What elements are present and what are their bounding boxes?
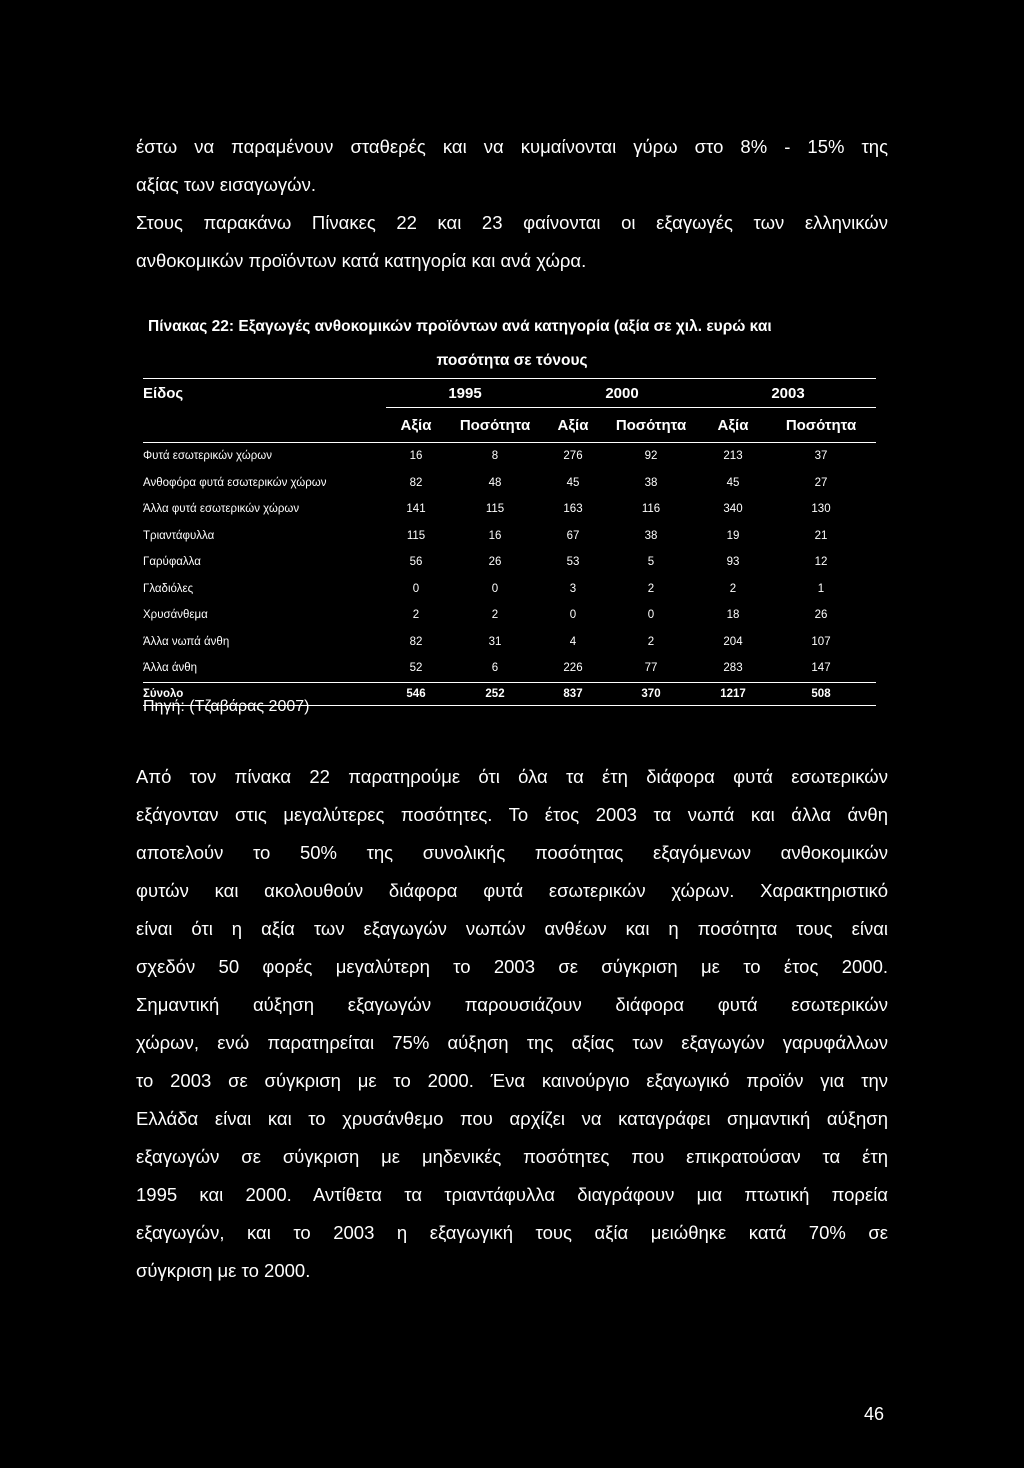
- table-cell: 26: [814, 609, 828, 622]
- header-item: Είδος: [143, 379, 386, 408]
- header-year: 1995: [386, 379, 544, 408]
- table-cell: 340: [723, 503, 743, 516]
- table-cell: 2: [647, 635, 655, 648]
- table-cell: 56: [409, 556, 423, 569]
- body-line: αποτελούν το 50% της συνολικής ποσότητας εξαγόμενων ανθοκομικών: [136, 842, 888, 863]
- table-cell: 19: [726, 529, 740, 542]
- header-quantity: Ποσότητα: [602, 408, 700, 443]
- table-row: [143, 602, 876, 629]
- table-cell: 0: [491, 582, 499, 595]
- table-cell: 93: [726, 556, 740, 569]
- table-cell: 45: [726, 476, 740, 489]
- intro-line: έστω να παραμένουν σταθερές και να κυμαίνονται γύρω στο 8% - 15% της: [136, 136, 888, 157]
- table-cell: 0: [412, 582, 420, 595]
- table-cell: 204: [723, 635, 743, 648]
- body-line: εξαγωγών σε σύγκριση με μηδενικές ποσότητες που επικρατούσαν τα έτη: [136, 1146, 888, 1167]
- table-cell: 115: [485, 503, 505, 516]
- table-cell: 116: [641, 503, 661, 516]
- total-cell: 1217: [700, 682, 766, 705]
- table-cell: 38: [644, 529, 658, 542]
- table-cell: 2: [491, 609, 499, 622]
- table-cell: 37: [766, 443, 876, 470]
- table-cell: 16: [488, 529, 502, 542]
- total-cell: 370: [602, 682, 700, 705]
- table-cell: 0: [569, 609, 577, 622]
- table-cell: 147: [811, 662, 831, 675]
- table-cell: 226: [563, 662, 583, 675]
- table-cell: 77: [644, 662, 658, 675]
- table-caption-line: Πίνακας 22: Εξαγωγές ανθοκομικών προϊόντων ανά κατηγορία (αξία σε χιλ. ευρώ και: [148, 318, 772, 335]
- table-cell: 82: [409, 476, 423, 489]
- table-caption: [136, 310, 888, 378]
- header-year: 2000: [544, 379, 700, 408]
- table-cell: 130: [811, 503, 831, 516]
- table-cell: 67: [566, 529, 580, 542]
- intro-line: αξίας των εισαγωγών.: [136, 174, 316, 195]
- table-cell: 52: [409, 662, 423, 675]
- table-cell: 92: [602, 443, 700, 470]
- intro-paragraph: [136, 128, 888, 280]
- row-label: Γαρύφαλλα: [143, 556, 201, 569]
- row-label: Φυτά εσωτερικών χώρων: [143, 443, 386, 470]
- table-year-header-row: [143, 379, 876, 408]
- table-subheader-row: [143, 408, 876, 443]
- table-cell: 38: [644, 476, 658, 489]
- body-line: Σημαντική αύξηση εξαγωγών παρουσιάζουν διάφορα φυτά εσωτερικών: [136, 994, 888, 1015]
- row-label: Άλλα νωπά άνθη: [143, 635, 230, 648]
- table-row: [143, 549, 876, 576]
- table-cell: 12: [814, 556, 828, 569]
- header-value: Αξία: [386, 408, 446, 443]
- header-value: Αξία: [544, 408, 602, 443]
- table-cell: 26: [488, 556, 502, 569]
- total-cell: 837: [544, 682, 602, 705]
- table-row: [143, 470, 876, 497]
- row-label: Χρυσάνθεμα: [143, 609, 208, 622]
- table-cell: 31: [488, 635, 502, 648]
- table-cell: 53: [566, 556, 580, 569]
- table-cell: 4: [569, 635, 577, 648]
- row-label: Άλλα άνθη: [143, 662, 198, 675]
- table-cell: 82: [409, 635, 423, 648]
- row-label: Ανθοφόρα φυτά εσωτερικών χώρων: [143, 476, 327, 489]
- total-label: Σύνολο: [143, 682, 386, 705]
- table-source: Πηγή: (Τζαβάρας 2007): [143, 698, 310, 715]
- body-line: χώρων, ενώ παρατηρείται 75% αύξηση της αξίας των εξαγωγών γαρυφάλλων: [136, 1032, 888, 1053]
- total-cell: 508: [766, 682, 876, 705]
- header-year: 2003: [700, 379, 876, 408]
- header-spacer: [143, 408, 386, 443]
- intro-line: Στους παρακάνω Πίνακες 22 και 23 φαίνονται οι εξαγωγές των ελληνικών: [136, 212, 888, 233]
- total-cell: 252: [446, 682, 544, 705]
- table-cell: 115: [406, 529, 426, 542]
- table-cell: 3: [569, 582, 577, 595]
- table-cell: 2: [729, 582, 737, 595]
- table-row: [143, 523, 876, 550]
- table-cell: 2: [647, 582, 655, 595]
- table-body: [143, 443, 876, 706]
- table-cell: 16: [386, 443, 446, 470]
- body-line: Από τον πίνακα 22 παρατηρούμε ότι όλα τα έτη διάφορα φυτά εσωτερικών: [136, 766, 888, 787]
- row-label: Τριαντάφυλλα: [143, 529, 215, 542]
- table-row: [143, 443, 876, 470]
- table-cell: 5: [647, 556, 655, 569]
- body-line: σύγκριση με το 2000.: [136, 1260, 311, 1281]
- table-row: [143, 496, 876, 523]
- intro-line: ανθοκομικών προϊόντων κατά κατηγορία και ανά χώρα.: [136, 250, 587, 271]
- body-paragraph: [136, 758, 888, 1290]
- table-row: [143, 629, 876, 656]
- table-cell: 107: [811, 635, 831, 648]
- total-cell: 546: [386, 682, 446, 705]
- page-number: 46: [864, 1404, 885, 1424]
- body-line: 1995 και 2000. Αντίθετα τα τριαντάφυλλα διαγράφουν μια πτωτική πορεία: [136, 1184, 888, 1205]
- table-cell: 6: [491, 662, 499, 675]
- header-quantity: Ποσότητα: [766, 408, 876, 443]
- table-cell: 283: [723, 662, 743, 675]
- table-cell: 48: [488, 476, 502, 489]
- body-line: Ελλάδα είναι και το χρυσάνθεμο που αρχίζει να καταγράφει σημαντική αύξηση: [136, 1108, 888, 1129]
- row-label: Γλαδιόλες: [143, 582, 194, 595]
- exports-table: [143, 378, 876, 706]
- table-cell: 0: [647, 609, 655, 622]
- table-row: [143, 655, 876, 682]
- table-cell: 1: [817, 582, 825, 595]
- table-cell: 8: [446, 443, 544, 470]
- table-cell: 163: [563, 503, 583, 516]
- table-cell: 18: [726, 609, 740, 622]
- row-label: Άλλα φυτά εσωτερικών χώρων: [143, 503, 300, 516]
- table-caption-line: ποσότητα σε τόνους: [436, 352, 588, 369]
- body-line: φυτών και ακολουθούν διάφορα φυτά εσωτερικών χώρων. Χαρακτηριστικό: [136, 880, 888, 901]
- header-value: Αξία: [700, 408, 766, 443]
- body-line: εξαγωγών, και το 2003 η εξαγωγική τους αξία μειώθηκε κατά 70% σε: [136, 1222, 888, 1243]
- table-row: [143, 576, 876, 603]
- table-cell: 45: [566, 476, 580, 489]
- table-cell: 27: [814, 476, 828, 489]
- table-cell: 21: [814, 529, 828, 542]
- table-cell: 141: [406, 503, 426, 516]
- body-line: εξάγονταν στις μεγαλύτερες ποσότητες. Το έτος 2003 τα νωπά και άλλα άνθη: [136, 804, 888, 825]
- body-line: το 2003 σε σύγκριση με το 2000. Ένα καινούργιο εξαγωγικό προϊόν για την: [136, 1070, 888, 1091]
- header-quantity: Ποσότητα: [446, 408, 544, 443]
- table-cell: 2: [412, 609, 420, 622]
- table-cell: 213: [700, 443, 766, 470]
- body-line: σχεδόν 50 φορές μεγαλύτερη το 2003 σε σύγκριση με το έτος 2000.: [136, 956, 888, 977]
- table-cell: 276: [544, 443, 602, 470]
- body-line: είναι ότι η αξία των εξαγωγών νωπών ανθέων και η ποσότητα τους είναι: [136, 918, 888, 939]
